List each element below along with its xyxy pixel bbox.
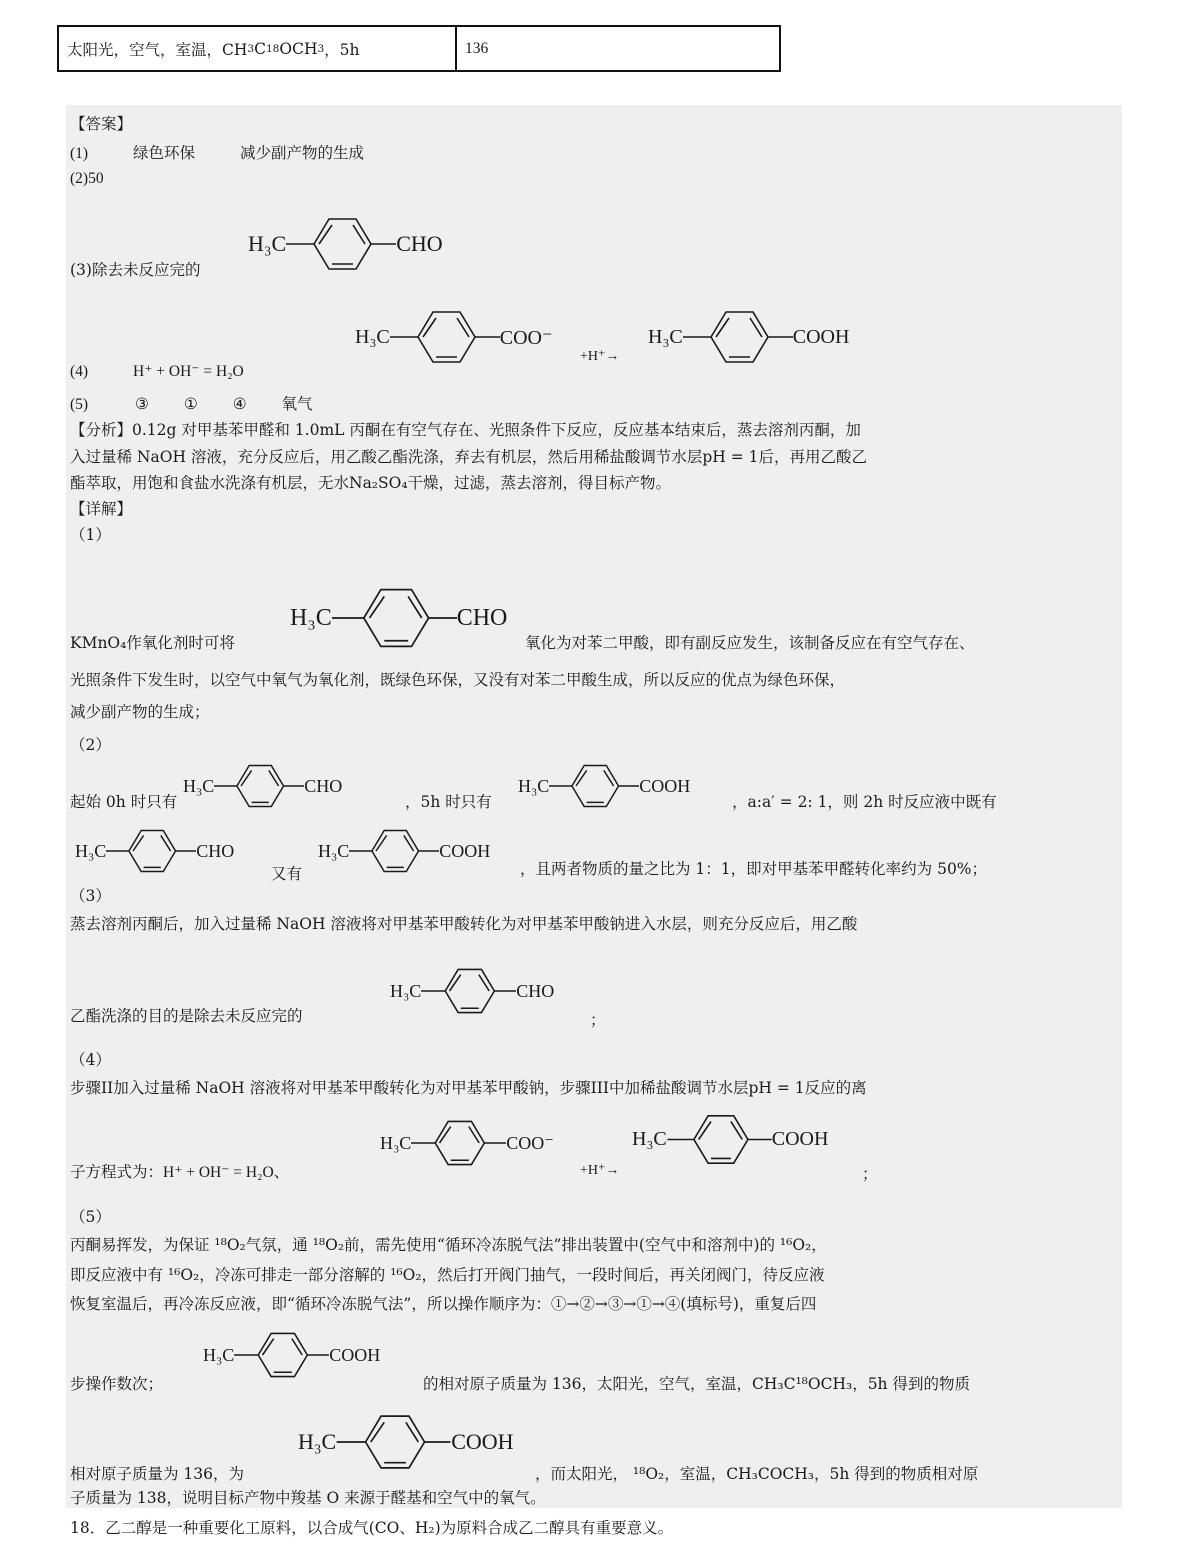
benzene-ring-icon xyxy=(214,762,304,810)
detail-p5-line3: 恢复室温后，再冷冻反应液，即“循环冷冻脱气法”，所以操作顺序为：①→②→③→①→④(填标号)，重复后四 xyxy=(70,1295,817,1313)
data-table-row xyxy=(57,25,781,72)
detail-p3-end: ； xyxy=(590,1011,606,1029)
detail-p1-line2: 光照条件下发生时，以空气中氧气为氧化剂，既绿色环保，又没有对苯二甲酸生成，所以反应的优点为绿色环保， xyxy=(70,671,846,689)
detail-p4-line1: 步骤II加入过量稀 NaOH 溶液将对甲基苯甲酸转化为对甲基苯甲酸钠，步骤III中加稀盐酸调节水层pH = 1反应的离 xyxy=(70,1079,867,1097)
detail-p2-text-b: ，5h 时只有 xyxy=(405,793,492,811)
molecule-p-tolualdehyde: H₃C CHO xyxy=(390,966,554,1016)
analysis-line-3: 酯萃取，用饱和食盐水洗涤有机层，无水Na₂SO₄干燥，过滤，蒸去溶剂，得目标产物。 xyxy=(70,474,672,492)
benzene-ring-icon xyxy=(286,215,396,273)
detail-p5-line1: 丙酮易挥发，为保证 ¹⁸O₂气氛，通 ¹⁸O₂前，需先使用“循环冷冻脱气法”排出装置中(空气中和溶剂中)的 ¹⁶O₂， xyxy=(70,1236,827,1254)
benzene-ring-icon xyxy=(106,827,196,875)
detail-p2-text-d: 又有 xyxy=(271,865,303,883)
benzene-ring-icon xyxy=(421,966,516,1016)
answer-q3: (3)除去未反应完的 xyxy=(70,261,201,279)
molecule-p-tolualdehyde: H₃C CHO xyxy=(248,215,443,273)
benzene-ring-icon xyxy=(667,1112,772,1167)
molecule-p-toluate-ion: H₃C COO⁻ xyxy=(380,1118,554,1168)
analysis-line-2: 入过量稀 NaOH 溶液，充分反应后，用乙酸乙酯洗涤，弃去有机层，然后用稀盐酸调节水层pH = 1后，再用乙酸乙 xyxy=(70,448,868,466)
detail-p5-line4b: 的相对原子质量为 136，太阳光，空气，室温，CH₃C¹⁸OCH₃，5h 得到的物质 xyxy=(423,1375,970,1393)
molecule-p-toluate-ion: H₃C COO⁻ xyxy=(355,308,553,366)
molecule-p-toluic-acid: H₃C COOH xyxy=(518,762,690,810)
answer-q2: (2)50 xyxy=(70,170,104,187)
table-cell-condition: 太阳光，空气，室温，CH 3 C 18 OCH 3 ，5h xyxy=(59,27,457,70)
detail-p2-text-a: 起始 0h 时只有 xyxy=(70,793,178,811)
answer-q4: (4) H⁺ + OH⁻ = H₂O xyxy=(70,363,244,380)
detail-p1-line1b: 氧化为对苯二甲酸，即有副反应发生，该制备反应在有空气存在、 xyxy=(525,634,975,652)
detail-p3-line2: 乙酯洗涤的目的是除去未反应完的 xyxy=(70,1007,303,1025)
benzene-ring-icon xyxy=(234,1330,329,1380)
detail-p1-line1a: KMnO₄作氧化剂时可将 xyxy=(70,634,235,652)
benzene-ring-icon xyxy=(411,1118,506,1168)
molecule-p-tolualdehyde: H₃C CHO xyxy=(183,762,342,810)
detail-heading: 【详解】 xyxy=(70,500,133,518)
detail-p2-text-e: ，且两者物质的量之比为 1：1，即对甲基苯甲醛转化率约为 50%； xyxy=(520,860,988,878)
detail-p5-line5b: ，而太阳光， ¹⁸O₂，室温，CH₃COCH₃，5h 得到的物质相对原 xyxy=(535,1465,979,1483)
detail-p4-end: ； xyxy=(862,1165,878,1183)
detail-p3-line1: 蒸去溶剂丙酮后，加入过量稀 NaOH 溶液将对甲基苯甲酸转化为对甲基苯甲酸钠进入水层，则充分反应后，用乙酸 xyxy=(70,915,858,933)
molecule-p-toluic-acid: H₃C COOH xyxy=(203,1330,380,1380)
molecule-p-toluic-acid: H₃C COOH xyxy=(318,827,490,875)
detail-p3-num: （3） xyxy=(70,887,111,905)
molecule-p-toluic-acid: H₃C COOH xyxy=(648,308,849,366)
answer-q5: (5) ③ ① ④ 氧气 xyxy=(70,395,313,413)
detail-p1-line3: 减少副产物的生成； xyxy=(70,703,210,721)
detail-p5-line5a: 相对原子质量为 136，为 xyxy=(70,1465,245,1483)
answer-q1: (1) 绿色环保 减少副产物的生成 xyxy=(70,144,364,162)
detail-p5-line4a: 步操作数次； xyxy=(70,1375,164,1393)
molecule-p-toluic-acid: H₃C COOH xyxy=(298,1412,514,1472)
detail-p1-num: （1） xyxy=(70,526,111,544)
detail-p5-line6: 子质量为 138，说明目标产物中羧基 O 来源于醛基和空气中的氧气。 xyxy=(70,1489,546,1507)
detail-p2-text-c: ，a:a′ = 2: 1，则 2h 时反应液中既有 xyxy=(732,793,997,811)
benzene-ring-icon xyxy=(332,585,457,651)
plus-h-arrow: +H⁺→ xyxy=(580,1163,620,1178)
molecule-p-tolualdehyde: H₃C CHO xyxy=(290,585,507,651)
benzene-ring-icon xyxy=(349,827,439,875)
benzene-ring-icon xyxy=(390,308,500,366)
benzene-ring-icon xyxy=(336,1412,451,1472)
detail-p2-num: （2） xyxy=(70,736,111,754)
detail-p5-num: （5） xyxy=(70,1208,111,1226)
next-question: 18．乙二醇是一种重要化工原料，以合成气(CO、H₂)为原料合成乙二醇具有重要意义。 xyxy=(70,1519,674,1537)
answer-heading: 【答案】 xyxy=(70,115,133,133)
plus-h-arrow: +H⁺→ xyxy=(580,349,620,364)
molecule-p-tolualdehyde: H₃C CHO xyxy=(75,827,234,875)
analysis-line-1: 【分析】0.12g 对甲基苯甲醛和 1.0mL 丙酮在有空气存在、光照条件下反应，反应基本结束后，蒸去溶剂丙酮，加 xyxy=(70,421,861,439)
table-cell-mass: 136 xyxy=(465,39,489,57)
benzene-ring-icon xyxy=(549,762,639,810)
detail-p4-line2: 子方程式为：H⁺ + OH⁻ = H₂O、 xyxy=(70,1164,290,1181)
molecule-p-toluic-acid: H₃C COOH xyxy=(632,1112,828,1167)
detail-p5-line2: 即反应液中有 ¹⁶O₂，冷冻可排走一部分溶解的 ¹⁶O₂，然后打开阀门抽气，一段时间后，再关闭阀门，待反应液 xyxy=(70,1266,825,1284)
benzene-ring-icon xyxy=(683,308,793,366)
detail-p4-num: （4） xyxy=(70,1051,111,1069)
